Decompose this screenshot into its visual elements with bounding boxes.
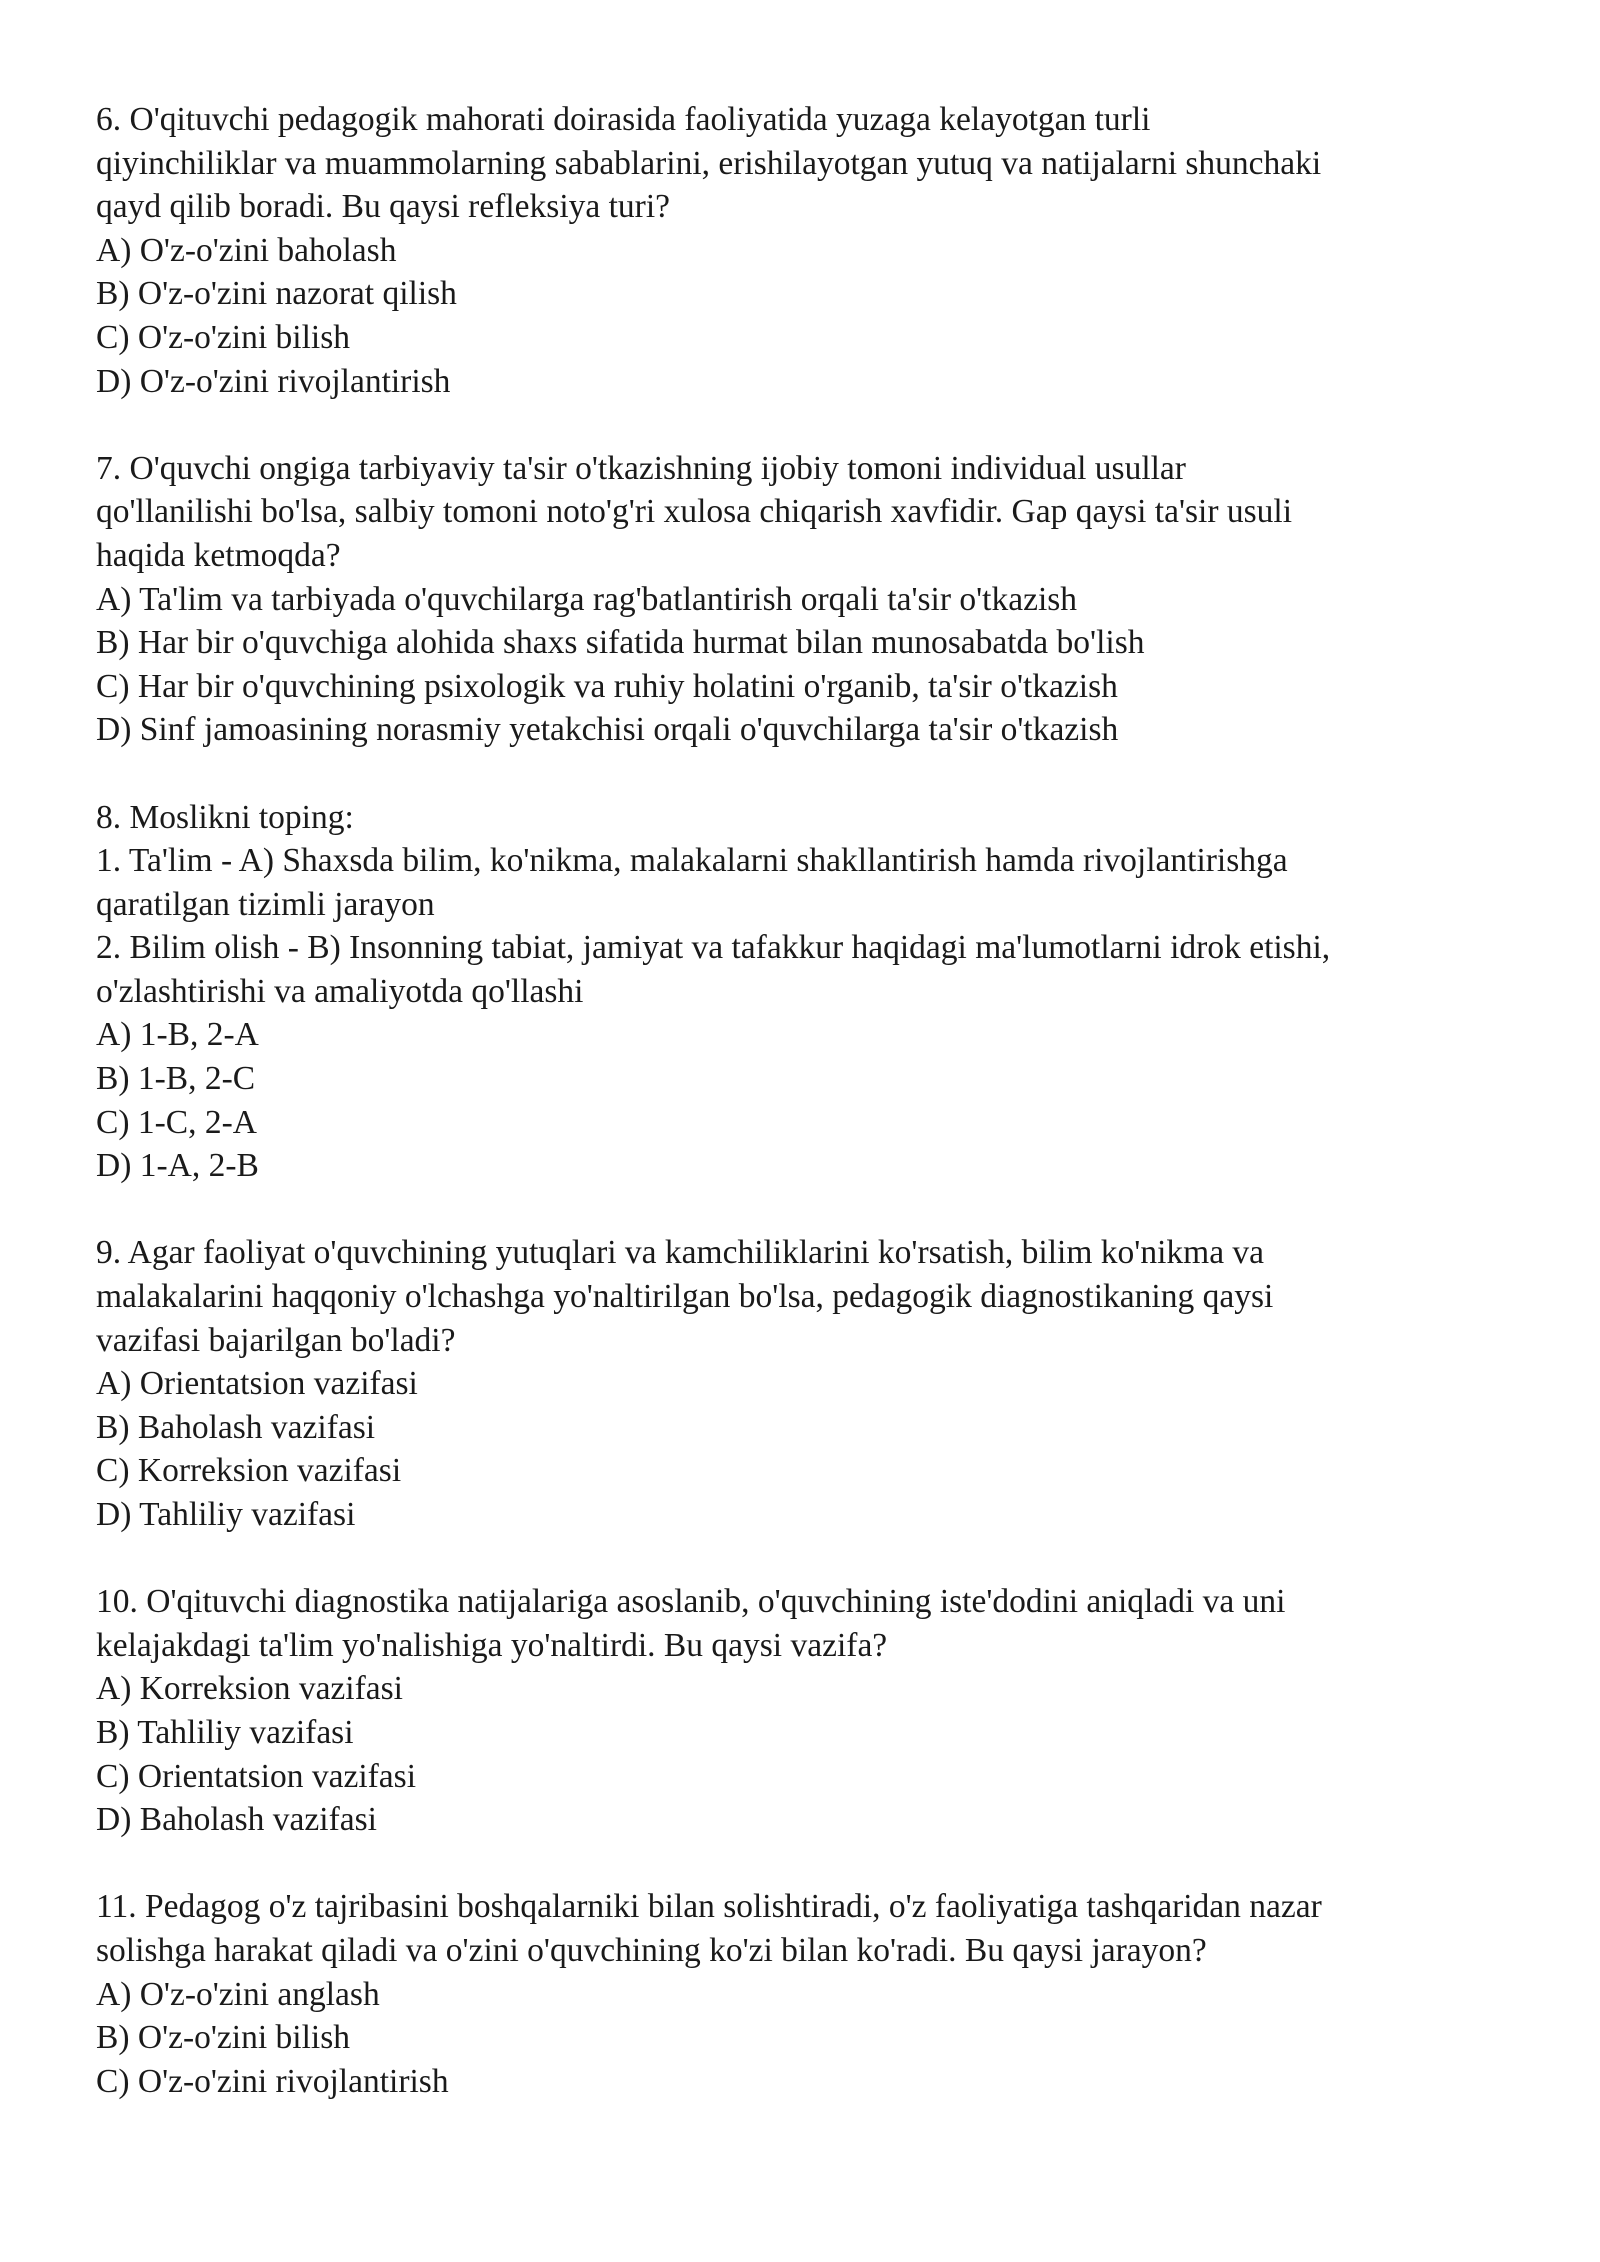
question-text-line: malakalarini haqqoniy o'lchashga yo'naltirilgan bo'lsa, pedagogik diagnostikaning qaysi [96, 1278, 1274, 1316]
question-7 [96, 447, 1516, 752]
answer-option-b: B) O'z-o'zini nazorat qilish [96, 275, 457, 313]
answer-option-d: D) Tahliliy vazifasi [96, 1496, 356, 1533]
answer-option-c: C) Orientatsion vazifasi [96, 1757, 417, 1795]
answer-option-a: A) Ta'lim va tarbiyada o'quvchilarga rag'batlantirish orqali ta'sir o'tkazish [96, 580, 1078, 618]
question-8 [96, 796, 1516, 1188]
question-text-line: 7. O'quvchi ongiga tarbiyaviy ta'sir o'tkazishning ijobiy tomoni individual usullar [96, 449, 1186, 487]
matching-item-line: o'zlashtirishi va amaliyotda qo'llashi [96, 972, 584, 1010]
answer-option-a: A) O'z-o'zini anglash [96, 1975, 380, 2013]
question-text-line: 8. Moslikni toping: [96, 798, 354, 836]
answer-option-b: B) O'z-o'zini bilish [96, 2019, 350, 2057]
answer-option-b: B) Tahliliy vazifasi [96, 1713, 354, 1751]
answer-option-a: A) 1-B, 2-A [96, 1016, 259, 1054]
answer-option-d: D) O'z-o'zini rivojlantirish [96, 362, 451, 400]
question-9 [96, 1231, 1516, 1536]
answer-option-a: A) Korreksion vazifasi [96, 1670, 403, 1708]
question-text-line: haqida ketmoqda? [96, 536, 341, 574]
question-10 [96, 1580, 1516, 1842]
question-text-line: vazifasi bajarilgan bo'ladi? [96, 1321, 456, 1359]
answer-option-d: D) Sinf jamoasining norasmiy yetakchisi orqali o'quvchilarga ta'sir o'tkazish [96, 711, 1119, 749]
question-11 [96, 1885, 1516, 2103]
answer-option-b: B) Baholash vazifasi [96, 1408, 376, 1446]
answer-option-b: B) 1-B, 2-C [96, 1060, 256, 1098]
answer-option-b: B) Har bir o'quvchiga alohida shaxs sifatida hurmat bilan munosabatda bo'lish [96, 624, 1145, 662]
question-text-line: qayd qilib boradi. Bu qaysi refleksiya turi? [96, 188, 671, 226]
question-text-line: 9. Agar faoliyat o'quvchining yutuqlari va kamchiliklarini ko'rsatish, bilim ko'nikma va [96, 1234, 1265, 1272]
matching-item-line: 2. Bilim olish - B) Insonning tabiat, jamiyat va tafakkur haqidagi ma'lumotlarni idrok etishi, [96, 929, 1331, 967]
question-text-line: 10. O'qituvchi diagnostika natijalariga asoslanib, o'quvchining iste'dodini aniqladi va uni [96, 1583, 1286, 1621]
answer-option-c: C) O'z-o'zini rivojlantirish [96, 2062, 449, 2100]
answer-option-c: C) Korreksion vazifasi [96, 1452, 402, 1490]
answer-option-d: D) 1-A, 2-B [96, 1147, 259, 1185]
answer-option-c: C) O'z-o'zini bilish [96, 318, 350, 356]
question-text-line: kelajakdagi ta'lim yo'nalishiga yo'naltirdi. Bu qaysi vazifa? [96, 1626, 888, 1664]
answer-option-a: A) O'z-o'zini baholash [96, 231, 397, 269]
answer-option-c: C) 1-C, 2-A [96, 1103, 257, 1141]
question-text-line: qo'llanilishi bo'lsa, salbiy tomoni noto'g'ri xulosa chiqarish xavfidir. Gap qaysi ta'sir usuli [96, 493, 1293, 531]
answer-option-a: A) Orientatsion vazifasi [96, 1365, 418, 1403]
answer-option-d: D) Baholash vazifasi [96, 1801, 377, 1839]
matching-item-line: 1. Ta'lim - A) Shaxsda bilim, ko'nikma, malakalarni shakllantirish hamda rivojlantirishga [96, 842, 1288, 880]
question-text-line: solishga harakat qiladi va o'zini o'quvchining ko'zi bilan ko'radi. Bu qaysi jarayon? [96, 1931, 1207, 1969]
answer-option-c: C) Har bir o'quvchining psixologik va ruhiy holatini o'rganib, ta'sir o'tkazish [96, 667, 1118, 705]
question-text-line: 11. Pedagog o'z tajribasini boshqalarniki bilan solishtiradi, o'z faoliyatiga tashqaridan nazar [96, 1888, 1322, 1926]
question-text-line: qiyinchiliklar va muammolarning sabablarini, erishilayotgan yutuq va natijalarni shunchaki [96, 144, 1322, 182]
document-page [96, 98, 1516, 2103]
question-text-line: 6. O'qituvchi pedagogik mahorati doirasida faoliyatida yuzaga kelayotgan turli [96, 101, 1151, 138]
question-6 [96, 98, 1516, 403]
matching-item-line: qaratilgan tizimli jarayon [96, 885, 435, 923]
